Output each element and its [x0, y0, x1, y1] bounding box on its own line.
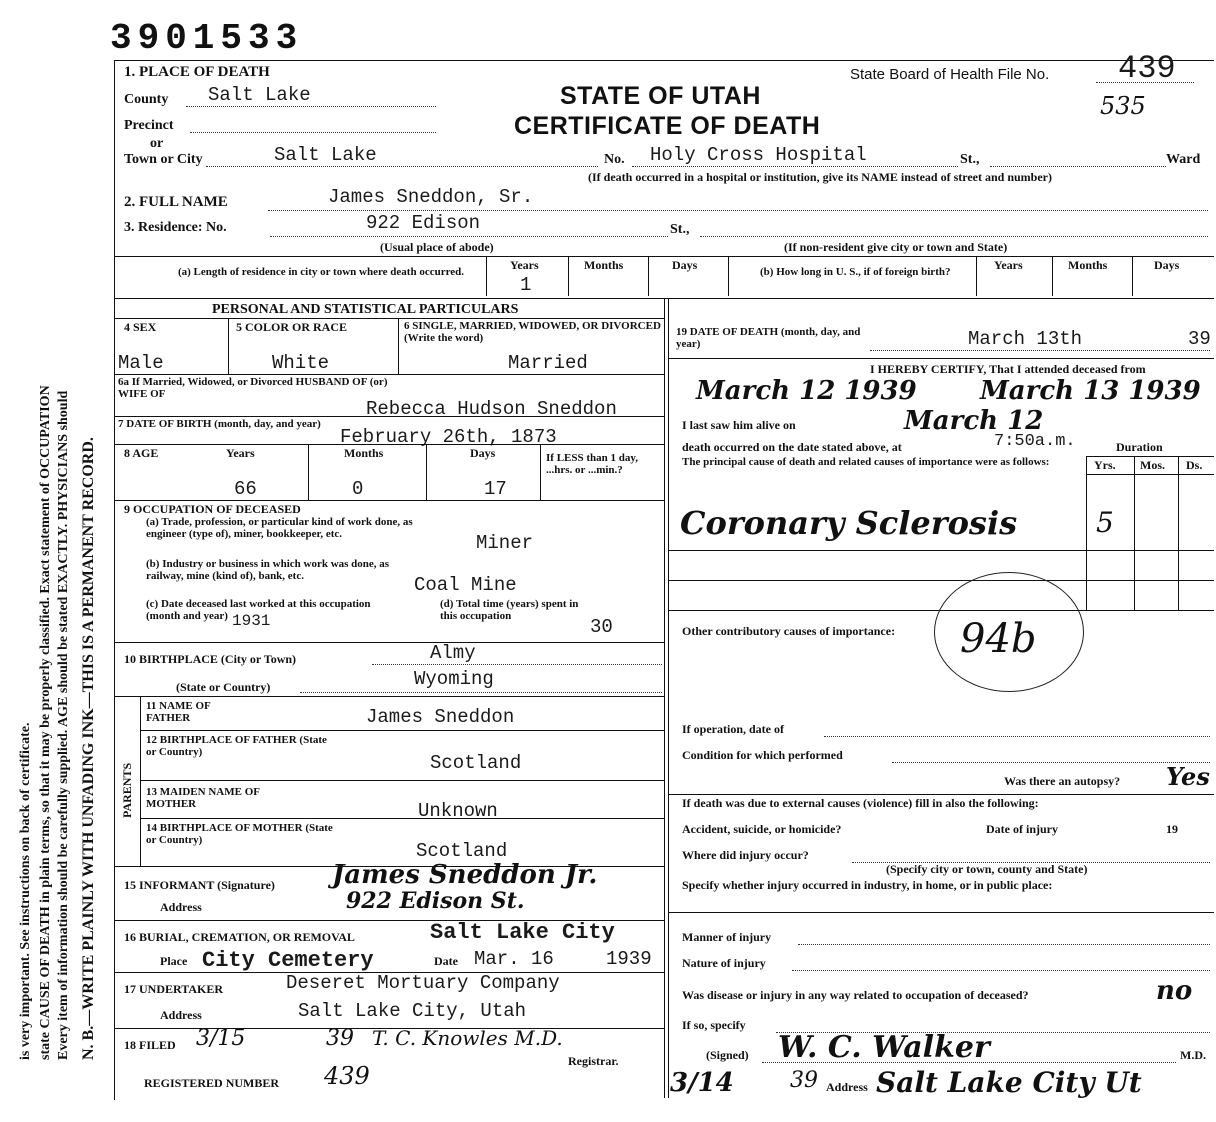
- us-days-header: Days: [1154, 258, 1180, 272]
- us-residence-label: (b) How long in U. S., if of foreign birth?: [760, 266, 951, 278]
- registrar-signature: T. C. Knowles M.D.: [372, 1026, 563, 1050]
- principal-cause-label: The principal cause of death and related causes of importance were as follows:: [682, 456, 1050, 468]
- age-months-value: 0: [352, 478, 364, 500]
- us-months-header: Months: [1068, 258, 1108, 272]
- external-causes-label: If death was due to external causes (violence) fill in also the following:: [682, 796, 1039, 810]
- age-label: 8 AGE: [124, 446, 159, 460]
- side-note-1: N. B.—WRITE PLAINLY WITH UNFADING INK—THIS IS A PERMANENT RECORD.: [80, 437, 97, 1060]
- duration-label: Duration: [1116, 440, 1163, 454]
- marital-label: 6 SINGLE, MARRIED, WIDOWED, OR DIVORCED (Write the word): [404, 320, 661, 344]
- attended-from-value: March 12 1939: [696, 376, 917, 406]
- last-saw-value: March 12: [904, 406, 1044, 436]
- side-note-2: Every item of information should be carefully supplied. AGE should be stated EXACTLY. PHYSICIANS should: [56, 390, 71, 1060]
- stamp-number: 3901533: [110, 18, 304, 59]
- mother-birthplace-value: Scotland: [416, 840, 508, 862]
- less-than-label: If LESS than 1 day, ...hrs. or ...min.?: [546, 452, 639, 476]
- filed-year-value: 39: [326, 1026, 354, 1051]
- signed-year-value: 39: [790, 1068, 818, 1093]
- burial-date-value: Mar. 16: [474, 948, 554, 970]
- birthplace-label: 10 BIRTHPLACE (City or Town): [124, 652, 297, 666]
- occ-related-value: no: [1156, 976, 1193, 1006]
- father-birthplace-label: 12 BIRTHPLACE OF FATHER (State or Country): [146, 734, 327, 758]
- physician-signature: W. C. Walker: [778, 1030, 990, 1065]
- county-value: Salt Lake: [208, 84, 311, 106]
- no-label: No.: [604, 152, 625, 167]
- specify-injury-label: Specify whether injury occurred in industry, in home, or in public place:: [682, 878, 1053, 892]
- age-years-header: Years: [226, 446, 255, 460]
- birthplace-city-value: Almy: [430, 642, 476, 664]
- total-time-value: 30: [590, 616, 613, 638]
- side-note-3: state CAUSE OF DEATH in plain terms, so that it may be properly classified. Exact statement of OCCUPATION: [38, 385, 53, 1060]
- ward-label: Ward: [1166, 152, 1201, 167]
- father-birthplace-value: Scotland: [430, 752, 522, 774]
- town-value: Salt Lake: [274, 144, 377, 166]
- side-note-4: is very important. See instructions on back of certificate.: [18, 722, 33, 1060]
- undertaker-address-label: Address: [160, 1008, 202, 1022]
- registrar-label: Registrar.: [568, 1054, 619, 1068]
- town-label: Town or City: [124, 152, 203, 167]
- place-of-death-label: 1. PLACE OF DEATH: [124, 64, 270, 80]
- days-header: Days: [672, 258, 698, 272]
- injury-year-label: 19: [1166, 822, 1178, 836]
- signed-date-value: 3/14: [670, 1068, 734, 1098]
- spouse-value: Rebecca Hudson Sneddon: [366, 398, 617, 420]
- accident-label: Accident, suicide, or homicide?: [682, 822, 842, 836]
- county-label: County: [124, 92, 169, 107]
- occ-related-label: Was disease or injury in any way related to occupation of deceased?: [682, 988, 1029, 1002]
- age-days-header: Days: [470, 446, 496, 460]
- color-value: White: [272, 352, 330, 374]
- registered-number-value: 439: [324, 1062, 370, 1090]
- death-occurred-label: death occurred on the date stated above, at: [682, 440, 902, 454]
- filed-date-value: 3/15: [196, 1026, 246, 1051]
- residence-years-value: 1: [520, 274, 532, 296]
- manner-injury-label: Manner of injury: [682, 930, 772, 944]
- autopsy-label: Was there an autopsy?: [1004, 774, 1121, 788]
- file-no-label: State Board of Health File No.: [850, 66, 1050, 83]
- age-days-value: 17: [484, 478, 507, 500]
- mos-header: Mos.: [1140, 458, 1165, 472]
- residence-st-label: St.,: [670, 222, 690, 237]
- mother-label: 13 MAIDEN NAME OF MOTHER: [146, 786, 260, 810]
- physician-address-label: Address: [826, 1080, 868, 1094]
- date-of-death-value: March 13th: [968, 328, 1083, 350]
- informant-address-value: 922 Edison St.: [346, 888, 525, 914]
- occupation-value: Miner: [476, 532, 534, 554]
- filed-label: 18 FILED: [124, 1038, 176, 1052]
- other-causes-label: Other contributory causes of importance:: [682, 624, 896, 638]
- hospital-value: Holy Cross Hospital: [650, 144, 867, 166]
- father-value: James Sneddon: [366, 706, 515, 728]
- condition-label: Condition for which performed: [682, 748, 843, 762]
- mother-birthplace-label: 14 BIRTHPLACE OF MOTHER (State or Country): [146, 822, 333, 846]
- burial-date-label: Date: [434, 954, 458, 968]
- informant-label: 15 INFORMANT (Signature): [124, 878, 275, 892]
- occ-c-label: (c) Date deceased last worked at this occupation (month and year): [146, 598, 371, 622]
- color-label: 5 COLOR OR RACE: [236, 320, 348, 334]
- age-months-header: Months: [344, 446, 384, 460]
- file-no-secondary: 535: [1100, 92, 1146, 120]
- occ-b-label: (b) Industry or business in which work was done, as railway, mine (kind of), bank, etc.: [146, 558, 390, 582]
- injury-date-label: Date of injury: [986, 822, 1058, 836]
- st-label: St.,: [960, 152, 980, 167]
- state-title: STATE OF UTAH: [560, 82, 761, 110]
- mother-value: Unknown: [418, 800, 498, 822]
- nonresident-note: (If non-resident give city or town and State): [784, 240, 1008, 254]
- file-no-value: 439: [1118, 50, 1176, 87]
- physician-address-value: Salt Lake City Ut: [876, 1066, 1142, 1099]
- industry-value: Coal Mine: [414, 574, 517, 596]
- or-label: or: [150, 136, 164, 151]
- abode-note: (Usual place of abode): [380, 240, 494, 254]
- where-injury-label: Where did injury occur?: [682, 848, 809, 862]
- months-header: Months: [584, 258, 624, 272]
- precinct-label: Precinct: [124, 118, 174, 133]
- age-years-value: 66: [234, 478, 257, 500]
- marital-value: Married: [508, 352, 588, 374]
- occupation-label: 9 OCCUPATION OF DECEASED: [124, 502, 301, 516]
- registered-number-label: REGISTERED NUMBER: [144, 1076, 280, 1090]
- autopsy-value: Yes: [1166, 762, 1210, 791]
- occ-a-label: (a) Trade, profession, or particular kind of work done, as engineer (type of), miner, bookkeeper, etc.: [146, 516, 413, 540]
- nature-injury-label: Nature of injury: [682, 956, 766, 970]
- length-residence-label: (a) Length of residence in city or town where death occurred.: [177, 266, 465, 278]
- certificate-title: CERTIFICATE OF DEATH: [514, 112, 821, 140]
- cause-duration-value: 5: [1096, 506, 1114, 539]
- residence-value: 922 Edison: [366, 212, 481, 234]
- residence-label: 3. Residence: No.: [124, 220, 227, 235]
- circled-code-value: 94b: [960, 616, 1037, 662]
- operation-label: If operation, date of: [682, 722, 784, 736]
- burial-value: Salt Lake City: [430, 920, 615, 945]
- last-worked-value: 1931: [232, 612, 271, 630]
- full-name-value: James Sneddon, Sr.: [328, 186, 534, 208]
- occ-d-label: (d) Total time (years) spent in this occupation: [440, 598, 579, 622]
- burial-place-value: City Cemetery: [202, 948, 374, 973]
- parents-side-label: PARENTS: [120, 762, 134, 818]
- undertaker-value: Deseret Mortuary Company: [286, 972, 560, 994]
- if-so-label: If so, specify: [682, 1018, 746, 1032]
- birth-state-label: (State or Country): [176, 680, 271, 694]
- undertaker-address-value: Salt Lake City, Utah: [298, 1000, 527, 1022]
- informant-address-label: Address: [160, 900, 202, 914]
- time-of-death-value: 7:50a.m.: [994, 432, 1076, 451]
- burial-label: 16 BURIAL, CREMATION, OR REMOVAL: [124, 930, 355, 944]
- burial-place-label: Place: [160, 954, 188, 968]
- date-of-death-year: 39: [1188, 328, 1211, 350]
- informant-signature: James Sneddon Jr.: [332, 860, 598, 890]
- father-label: 11 NAME OF FATHER: [146, 700, 211, 724]
- hospital-note: (If death occurred in a hospital or institution, give its NAME instead of street and number): [588, 170, 1053, 184]
- where-injury-note: (Specify city or town, county and State): [886, 862, 1088, 876]
- years-header: Years: [510, 258, 539, 272]
- dob-label: 7 DATE OF BIRTH (month, day, and year): [118, 418, 321, 430]
- certify-label: I HEREBY CERTIFY, That I attended deceased from: [870, 362, 1146, 376]
- dob-value: February 26th, 1873: [340, 426, 557, 448]
- yrs-header: Yrs.: [1094, 458, 1116, 472]
- spouse-label: 6a If Married, Widowed, or Divorced HUSBAND OF (or) WIFE OF: [118, 376, 388, 400]
- undertaker-label: 17 UNDERTAKER: [124, 982, 224, 996]
- personal-heading: PERSONAL AND STATISTICAL PARTICULARS: [212, 302, 519, 317]
- date-of-death-label: 19 DATE OF DEATH (month, day, and year): [676, 326, 861, 350]
- attended-to-value: March 13 1939: [980, 376, 1201, 406]
- signed-label: (Signed): [706, 1048, 749, 1062]
- us-years-header: Years: [994, 258, 1023, 272]
- sex-label: 4 SEX: [124, 320, 157, 334]
- last-saw-label: I last saw him alive on: [682, 418, 796, 432]
- cause-of-death-value: Coronary Sclerosis: [680, 504, 1018, 542]
- sex-value: Male: [118, 352, 164, 374]
- birthplace-state-value: Wyoming: [414, 668, 494, 690]
- burial-year-value: 1939: [606, 948, 652, 970]
- full-name-label: 2. FULL NAME: [124, 194, 228, 210]
- md-label: M.D.: [1180, 1048, 1206, 1062]
- ds-header: Ds.: [1186, 458, 1203, 472]
